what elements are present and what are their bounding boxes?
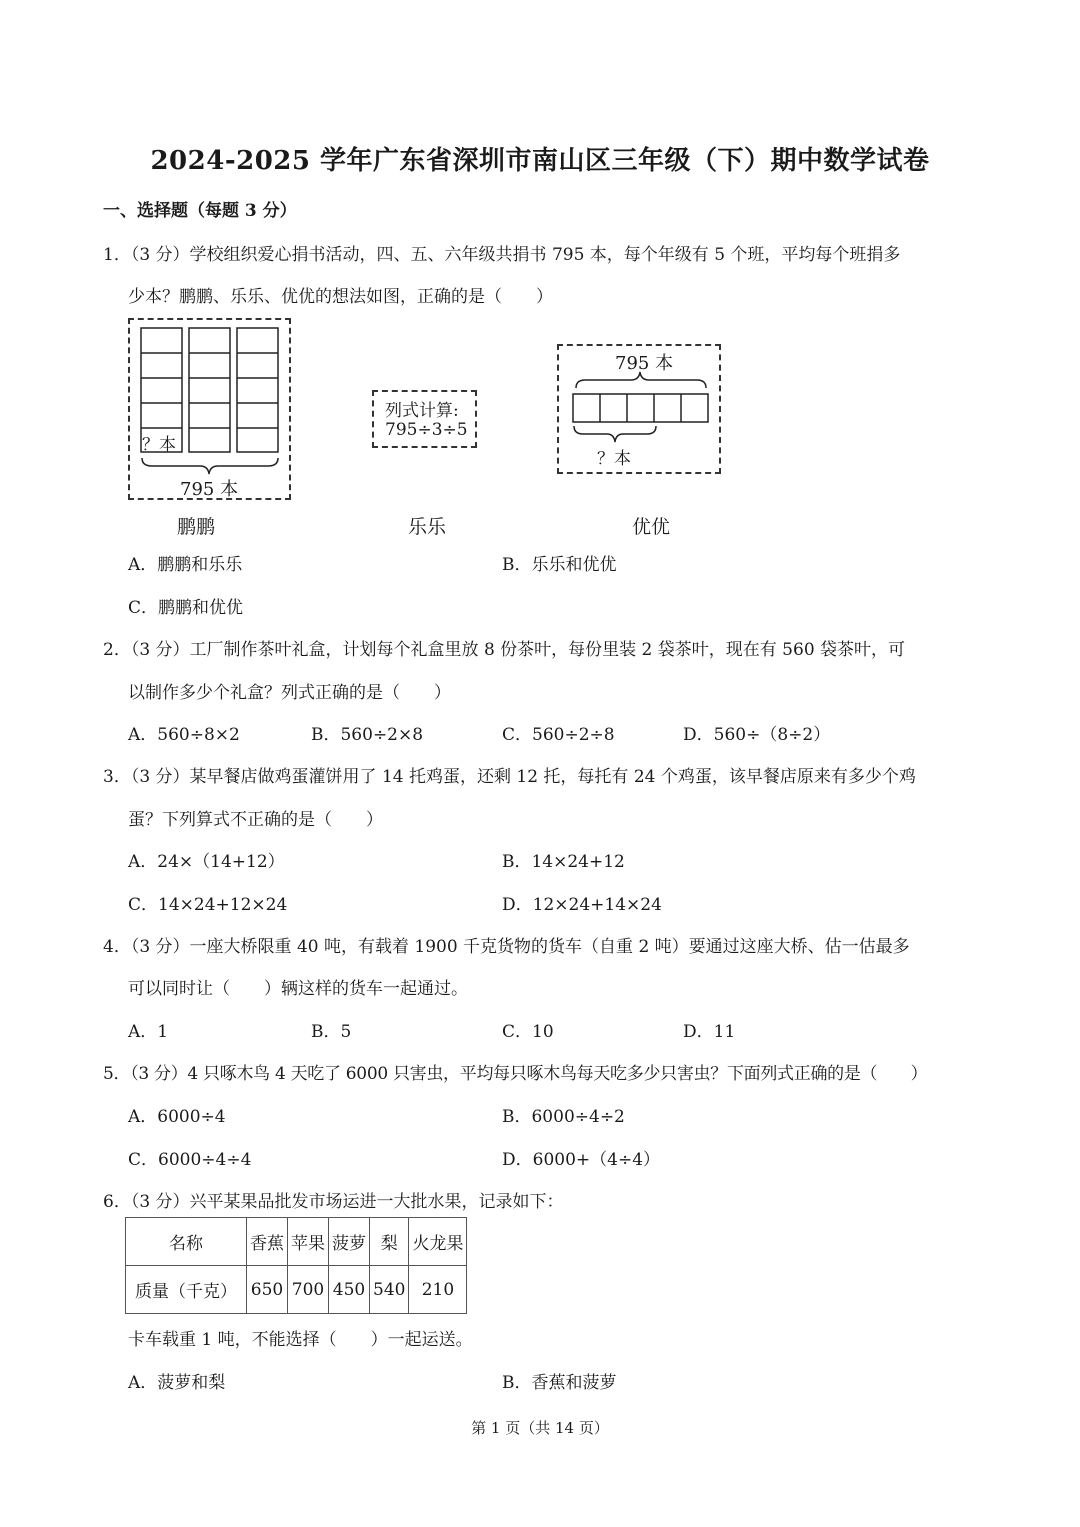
q2-line1: 2．（3 分）工厂制作茶叶礼盒，计划每个礼盒里放 8 份茶叶，每份里装 2 袋茶叶，现在有 560 袋茶叶，可 — [103, 640, 906, 660]
lele-line2: 795÷3÷5 — [385, 420, 468, 440]
q1-option-a[interactable]: A．鹏鹏和乐乐 — [128, 555, 243, 575]
pengpeng-caption: 鹏鹏 — [177, 516, 216, 538]
pengpeng-figure — [128, 318, 291, 500]
pengpeng-grid — [130, 320, 289, 498]
q4-option-c[interactable]: C．10 — [502, 1022, 554, 1042]
lele-figure — [372, 390, 477, 448]
q5-option-c[interactable]: C．6000÷4÷4 — [128, 1150, 252, 1170]
section-heading: 一、选择题（每题 3 分） — [103, 201, 297, 221]
table-cell: 菠萝 — [329, 1218, 370, 1266]
q4-option-b[interactable]: B．5 — [311, 1022, 352, 1042]
q1-option-b[interactable]: B．乐乐和优优 — [502, 555, 617, 575]
q6-line1: 6．（3 分）兴平某果品批发市场运进一大批水果，记录如下： — [103, 1192, 564, 1212]
q6-option-a[interactable]: A．菠萝和梨 — [128, 1373, 226, 1393]
q4-option-d[interactable]: D．11 — [683, 1022, 736, 1042]
pengpeng-total-label: 795 本 — [180, 479, 239, 500]
q3-option-d[interactable]: D．12×24+14×24 — [502, 895, 662, 915]
page-footer: 第 1 页（共 14 页） — [471, 1419, 609, 1437]
q6-option-b[interactable]: B．香蕉和菠萝 — [502, 1373, 617, 1393]
table-cell: 火龙果 — [409, 1218, 467, 1266]
q5-option-d[interactable]: D．6000+（4÷4） — [502, 1150, 661, 1170]
q5-option-b[interactable]: B．6000÷4÷2 — [502, 1107, 625, 1127]
q1-line2: 少本？鹏鹏、乐乐、优优的想法如图，正确的是（ ） — [128, 287, 553, 307]
fruit-table-wrapper — [125, 1217, 467, 1314]
table-cell: 450 — [329, 1266, 370, 1314]
fruit-table — [125, 1217, 467, 1314]
q3-line1: 3．（3 分）某早餐店做鸡蛋灌饼用了 14 托鸡蛋，还剩 12 托，每托有 24 个鸡蛋，该早餐店原来有多少个鸡 — [103, 767, 916, 787]
youyou-caption: 优优 — [632, 516, 671, 538]
youyou-figure — [557, 344, 721, 474]
table-header-row — [126, 1218, 467, 1266]
table-cell: 210 — [409, 1266, 467, 1314]
q2-option-a[interactable]: A．560÷8×2 — [128, 725, 240, 745]
q6-line2: 卡车载重 1 吨，不能选择（ ）一起运送。 — [128, 1330, 473, 1350]
q3-option-a[interactable]: A．24×（14+12） — [128, 852, 285, 872]
q4-line2: 可以同时让（ ）辆这样的货车一起通过。 — [128, 979, 468, 999]
table-cell: 名称 — [126, 1218, 247, 1266]
table-cell: 700 — [288, 1266, 329, 1314]
q3-option-c[interactable]: C．14×24+12×24 — [128, 895, 288, 915]
q2-option-b[interactable]: B．560÷2×8 — [311, 725, 424, 745]
youyou-bar — [559, 346, 719, 472]
q2-option-c[interactable]: C．560÷2÷8 — [502, 725, 615, 745]
table-cell: 香蕉 — [247, 1218, 288, 1266]
q3-line2: 蛋？下列算式不正确的是（ ） — [128, 810, 383, 830]
q1-option-c[interactable]: C．鹏鹏和优优 — [128, 598, 244, 618]
lele-caption: 乐乐 — [408, 516, 447, 538]
q5-option-a[interactable]: A．6000÷4 — [128, 1107, 226, 1127]
q4-option-a[interactable]: A．1 — [128, 1022, 169, 1042]
table-cell: 540 — [370, 1266, 409, 1314]
table-row — [126, 1266, 467, 1314]
q2-line2: 以制作多少个礼盒？列式正确的是（ ） — [128, 683, 451, 703]
lele-line1: 列式计算: — [385, 401, 459, 421]
q2-option-d[interactable]: D．560÷（8÷2） — [683, 725, 831, 745]
q1-line1: 1．（3 分）学校组织爱心捐书活动，四、五、六年级共捐书 795 本，每个年级有 5 个班，平均每个班捐多 — [103, 245, 901, 265]
table-cell: 质量（千克） — [126, 1266, 247, 1314]
youyou-unknown-label: ？本 — [597, 449, 631, 469]
table-cell: 梨 — [370, 1218, 409, 1266]
q4-line1: 4．（3 分）一座大桥限重 40 吨，有载着 1900 千克货物的货车（自重 2 吨）要通过这座大桥、估一估最多 — [103, 937, 910, 957]
q5-line1: 5．（3 分）4 只啄木鸟 4 天吃了 6000 只害虫，平均每只啄木鸟每天吃多少只害虫？下面列式正确的是（ ） — [103, 1064, 928, 1084]
table-cell: 苹果 — [288, 1218, 329, 1266]
exam-title: 2024-2025 学年广东省深圳市南山区三年级（下）期中数学试卷 — [150, 146, 930, 176]
pengpeng-unknown-label: ？本 — [142, 435, 176, 455]
youyou-total-label: 795 本 — [615, 353, 674, 374]
table-cell: 650 — [247, 1266, 288, 1314]
q3-option-b[interactable]: B．14×24+12 — [502, 852, 625, 872]
